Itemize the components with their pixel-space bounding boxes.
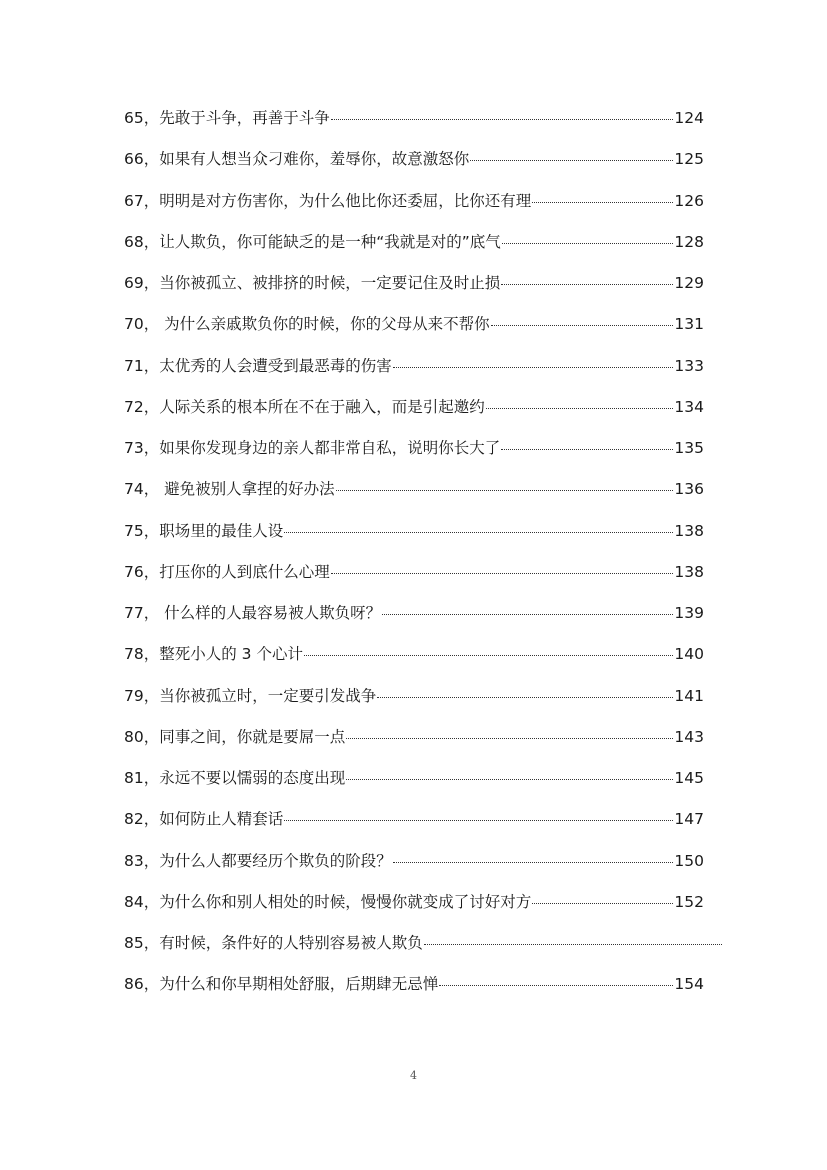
toc-entry-page: 139 <box>674 604 704 622</box>
toc-entry-page: 129 <box>674 274 704 292</box>
toc-entry[interactable] <box>124 642 704 683</box>
table-of-contents <box>124 106 704 1014</box>
toc-entry[interactable] <box>124 849 704 890</box>
toc-entry-page: 145 <box>674 769 704 787</box>
dot-leader <box>382 614 673 615</box>
toc-entry-title: 79，当你被孤立时，一定要引发战争 <box>124 686 377 705</box>
toc-entry[interactable] <box>124 972 704 1013</box>
dot-leader <box>393 862 674 863</box>
toc-entry-title: 80，同事之间，你就是要屌一点 <box>124 727 346 746</box>
toc-entry-page: 140 <box>674 645 704 664</box>
toc-entry-title: 74， 避免被别人拿捏的好办法 <box>124 480 335 499</box>
toc-entry-page: 138 <box>674 562 704 581</box>
toc-entry-page: 135 <box>674 439 704 457</box>
dot-leader <box>331 573 674 574</box>
toc-entry-title: 66，如果有人想当众刁难你，羞辱你，故意激怒你 <box>124 150 470 169</box>
toc-entry[interactable] <box>124 354 704 395</box>
toc-entry-title: 86，为什么和你早期相处舒服，后期肆无忌惮 <box>124 975 439 994</box>
toc-entry-page: 150 <box>674 851 704 870</box>
dot-leader <box>502 243 674 244</box>
toc-entry[interactable] <box>124 395 704 436</box>
page-number: 4 <box>410 1069 417 1082</box>
dot-leader <box>377 697 673 698</box>
toc-entry-title: 70， 为什么亲戚欺负你的时候，你的父母从来不帮你 <box>124 315 490 334</box>
toc-entry-page: 124 <box>674 109 704 127</box>
toc-entry-title: 77， 什么样的人最容易被人欺负呀？ <box>124 604 382 622</box>
toc-entry[interactable] <box>124 560 704 601</box>
toc-entry-title: 65，先敢于斗争，再善于斗争 <box>124 109 330 127</box>
toc-entry-title: 78，整死小人的 3 个心计 <box>124 645 303 664</box>
toc-entry-page: 133 <box>674 356 704 375</box>
toc-entry-title: 68，让人欺负，你可能缺乏的是一种“我就是对的”底气 <box>124 232 501 251</box>
dot-leader <box>501 284 673 285</box>
dot-leader <box>304 655 673 656</box>
toc-entry-title: 85，有时候，条件好的人特别容易被人欺负 <box>124 934 423 952</box>
toc-entry-page: 134 <box>674 397 704 416</box>
toc-entry[interactable] <box>124 519 704 560</box>
toc-entry-title: 81，永远不要以懦弱的态度出现 <box>124 769 346 787</box>
dot-leader <box>336 490 674 491</box>
toc-entry[interactable] <box>124 230 704 271</box>
toc-entry[interactable] <box>124 106 704 147</box>
dot-leader <box>284 820 673 821</box>
dot-leader <box>331 119 674 120</box>
toc-entry-title: 69，当你被孤立、被排挤的时候，一定要记住及时止损 <box>124 274 501 292</box>
toc-entry-page: 147 <box>674 810 704 829</box>
toc-entry-page: 136 <box>674 480 704 499</box>
toc-entry-title: 71，太优秀的人会遭受到最恶毒的伤害 <box>124 356 392 375</box>
toc-entry-page: 126 <box>674 191 704 210</box>
toc-entry-page: 138 <box>674 521 704 540</box>
toc-entry-title: 83，为什么人都要经历个欺负的阶段？ <box>124 851 392 870</box>
toc-entry-title: 84，为什么你和别人相处的时候，慢慢你就变成了讨好对方 <box>124 892 532 911</box>
toc-entry[interactable] <box>124 931 704 972</box>
toc-entry-title: 72，人际关系的根本所在不在于融入，而是引起邀约 <box>124 397 485 416</box>
toc-entry-page: 141 <box>674 686 704 705</box>
dot-leader <box>501 449 673 450</box>
toc-entry-page: 125 <box>674 150 704 169</box>
toc-entry[interactable] <box>124 271 704 312</box>
toc-entry[interactable] <box>124 807 704 848</box>
dot-leader <box>346 738 673 739</box>
dot-leader <box>346 779 673 780</box>
toc-entry[interactable] <box>124 601 704 642</box>
toc-entry[interactable] <box>124 684 704 725</box>
toc-entry[interactable] <box>124 436 704 477</box>
toc-entry[interactable] <box>124 477 704 518</box>
toc-entry[interactable] <box>124 766 704 807</box>
toc-entry[interactable] <box>124 312 704 353</box>
toc-entry-title: 73，如果你发现身边的亲人都非常自私，说明你长大了 <box>124 439 501 457</box>
dot-leader <box>532 903 673 904</box>
toc-entry[interactable] <box>124 890 704 931</box>
toc-entry[interactable] <box>124 725 704 766</box>
toc-entry-page: 143 <box>674 727 704 746</box>
dot-leader <box>393 367 674 368</box>
toc-entry-page: 152 <box>674 892 704 911</box>
toc-entry[interactable] <box>124 189 704 230</box>
toc-entry-title: 76，打压你的人到底什么心理 <box>124 562 330 581</box>
toc-entry-title: 75，职场里的最佳人设 <box>124 521 284 540</box>
dot-leader <box>439 985 673 986</box>
toc-entry-page: 128 <box>674 232 704 251</box>
toc-entry-title: 82，如何防止人精套话 <box>124 810 284 829</box>
dot-leader <box>470 160 673 161</box>
toc-entry[interactable] <box>124 147 704 188</box>
toc-entry-title: 67，明明是对方伤害你，为什么他比你还委屈，比你还有理 <box>124 191 532 210</box>
dot-leader <box>532 202 673 203</box>
dot-leader <box>284 532 673 533</box>
dot-leader <box>491 325 674 326</box>
dot-leader <box>486 408 674 409</box>
toc-entry-page: 154 <box>674 975 704 994</box>
dot-leader <box>424 944 722 945</box>
toc-entry-page: 131 <box>674 315 704 334</box>
